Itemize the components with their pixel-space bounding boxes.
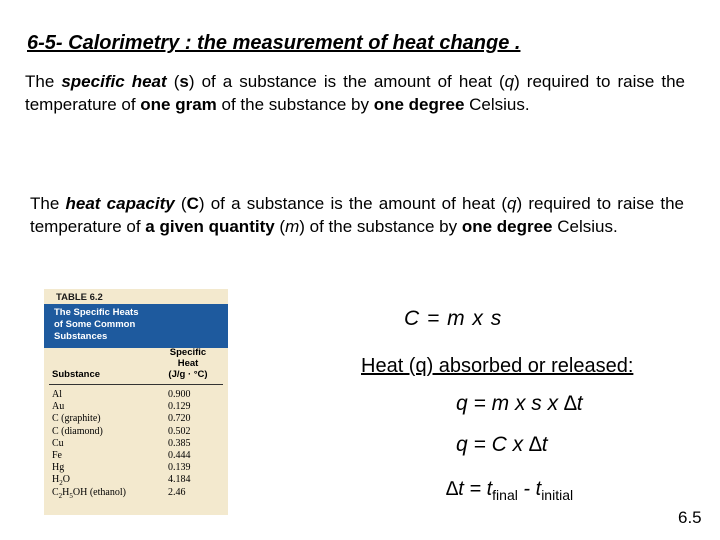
substance-name: Au <box>52 401 65 413</box>
substance-name: $C_2H_5OH$ (ethanol) <box>52 486 126 500</box>
symbol-q: q <box>504 72 515 91</box>
emphasis-one-gram: one gram <box>140 95 217 114</box>
text-span: ) of a substance is the amount of heat ( <box>198 194 508 213</box>
heat-from-specific-heat-equation: q = m x s x ∆t <box>456 392 583 415</box>
table-row <box>44 389 228 401</box>
text-span: ) required to raise the temperature of <box>30 194 684 236</box>
specific-heat-value: 2.46 <box>168 486 186 498</box>
specific-heat-value: 0.444 <box>168 450 191 461</box>
slide-number: 6.5 <box>678 508 702 527</box>
substance-name: C (diamond) <box>52 425 103 437</box>
substance-name: Al <box>52 389 62 400</box>
table-caption-line: Substances <box>54 331 108 342</box>
symbol-c: C <box>186 194 199 213</box>
text-span: ( <box>274 217 286 236</box>
equation-part: - t <box>517 478 542 500</box>
table-label: TABLE 6.2 <box>56 292 103 303</box>
symbol-m: m <box>285 217 300 236</box>
substance-name: $H_2O$ <box>52 474 70 488</box>
column-header-line: Heat <box>177 358 199 369</box>
text-span: ) required to raise the temperature of <box>25 72 685 114</box>
text-span: The <box>25 72 62 91</box>
heat-from-capacity-equation: q = C x ∆t <box>456 433 548 456</box>
text-span: ( <box>166 72 180 91</box>
text-span: Celsius. <box>464 95 530 114</box>
table-caption-line: The Specific Heats <box>54 307 139 318</box>
heat-absorbed-label: Heat (q) absorbed or released: <box>361 355 634 377</box>
column-header-line: Specific <box>169 347 207 358</box>
symbol-s: s <box>179 72 189 91</box>
text-span: ) of the substance by <box>299 217 462 236</box>
symbol-q: q <box>507 194 517 213</box>
table-row <box>44 450 228 462</box>
substance-name: Hg <box>52 462 65 474</box>
table-caption-line: of Some Common <box>54 319 136 330</box>
substance-name: C (graphite) <box>52 413 101 425</box>
text-span: ( <box>174 194 187 213</box>
page-title: 6-5- Calorimetry : the measurement of heat change . <box>27 32 521 54</box>
table-row <box>44 462 228 474</box>
text-span: of the substance by <box>216 95 374 114</box>
text-span: The <box>30 194 66 213</box>
specific-heat-value: 0.139 <box>168 462 191 474</box>
header-divider <box>49 384 223 385</box>
table-row <box>44 426 228 438</box>
substance-name: Cu <box>52 437 64 449</box>
heat-capacity-equation: C = m x s <box>404 307 503 330</box>
text-span: Celsius. <box>552 217 618 236</box>
specific-heat-value: 0.129 <box>168 401 191 413</box>
table-row <box>44 438 228 450</box>
specific-heat-value: 0.720 <box>168 413 191 425</box>
emphasis-one-degree: one degree <box>373 95 465 114</box>
specific-heats-table <box>44 289 228 515</box>
term-specific-heat: specific heat <box>61 72 167 91</box>
emphasis-one-degree: one degree <box>461 217 553 236</box>
specific-heat-value: 4.184 <box>168 474 191 486</box>
term-heat-capacity: heat capacity <box>65 194 175 213</box>
substance-name: Fe <box>52 450 62 461</box>
emphasis-given-quantity: a given quantity <box>145 217 275 236</box>
column-header-substance: Substance <box>52 369 101 380</box>
subscript-initial: initial <box>541 487 574 503</box>
column-header-line: (J/g · °C) <box>168 369 208 380</box>
text-span: ) of a substance is the amount of heat ( <box>188 72 505 91</box>
specific-heat-value: 0.502 <box>168 425 191 437</box>
temperature-change-equation <box>446 478 573 503</box>
heat-capacity-paragraph <box>30 192 684 238</box>
column-header-specific-heat <box>157 347 219 380</box>
subscript-final: final <box>492 487 518 503</box>
specific-heat-paragraph <box>25 70 685 116</box>
table-row <box>44 487 228 499</box>
table-row <box>44 413 228 425</box>
specific-heat-value: 0.385 <box>168 437 191 449</box>
specific-heat-value: 0.900 <box>168 389 191 400</box>
table-row <box>44 401 228 413</box>
table-caption-band <box>44 304 228 348</box>
equation-part: ∆t = t <box>446 478 493 500</box>
table-row <box>44 474 228 486</box>
